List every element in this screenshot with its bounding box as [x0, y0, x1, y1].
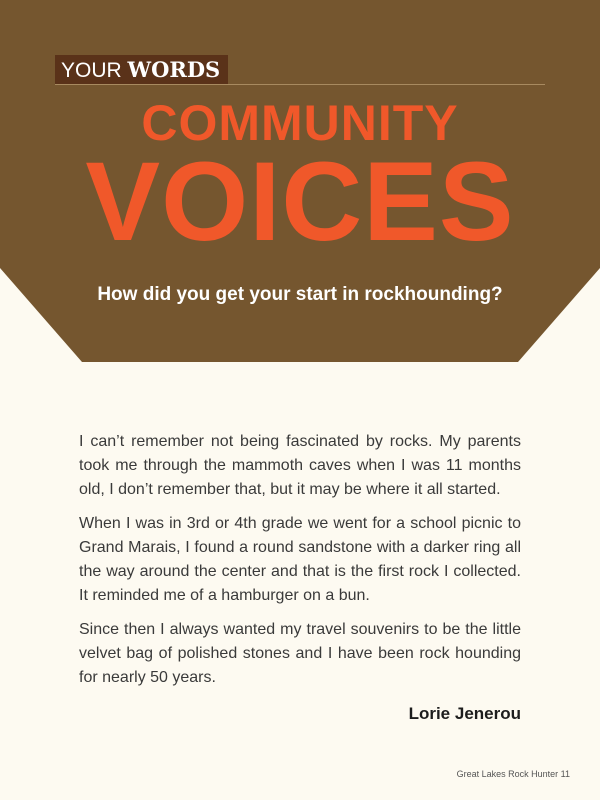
- article-paragraph: Since then I always wanted my travel souvenirs to be the little velvet bag of polished stones and I have been rock hounding for nearly 50 years.: [79, 621, 521, 686]
- kicker-light-text: YOUR: [61, 59, 128, 82]
- author-signature: Lorie Jenerou: [408, 704, 521, 723]
- question-heading: How did you get your start in rockhounding?: [97, 284, 503, 305]
- title-line-1: COMMUNITY: [141, 95, 459, 151]
- header-divider: [55, 84, 545, 85]
- title-line-2: VOICES: [85, 139, 515, 264]
- page-folio: Great Lakes Rock Hunter 11: [456, 769, 570, 779]
- article-body: [79, 430, 521, 700]
- kicker-bold-text: WORDS: [127, 57, 221, 82]
- article-paragraph: I can’t remember not being fascinated by rocks. My parents took me through the mammoth caves when I was 11 months old, I don’t remember that, but it may be where it all started.: [79, 433, 521, 498]
- article-paragraph: When I was in 3rd or 4th grade we went for a school picnic to Grand Marais, I found a round sandstone with a darker ring all the way around the center and that is the first rock I collected. It reminded me of a hamburger on a bun.: [79, 515, 521, 604]
- section-kicker: [55, 55, 228, 84]
